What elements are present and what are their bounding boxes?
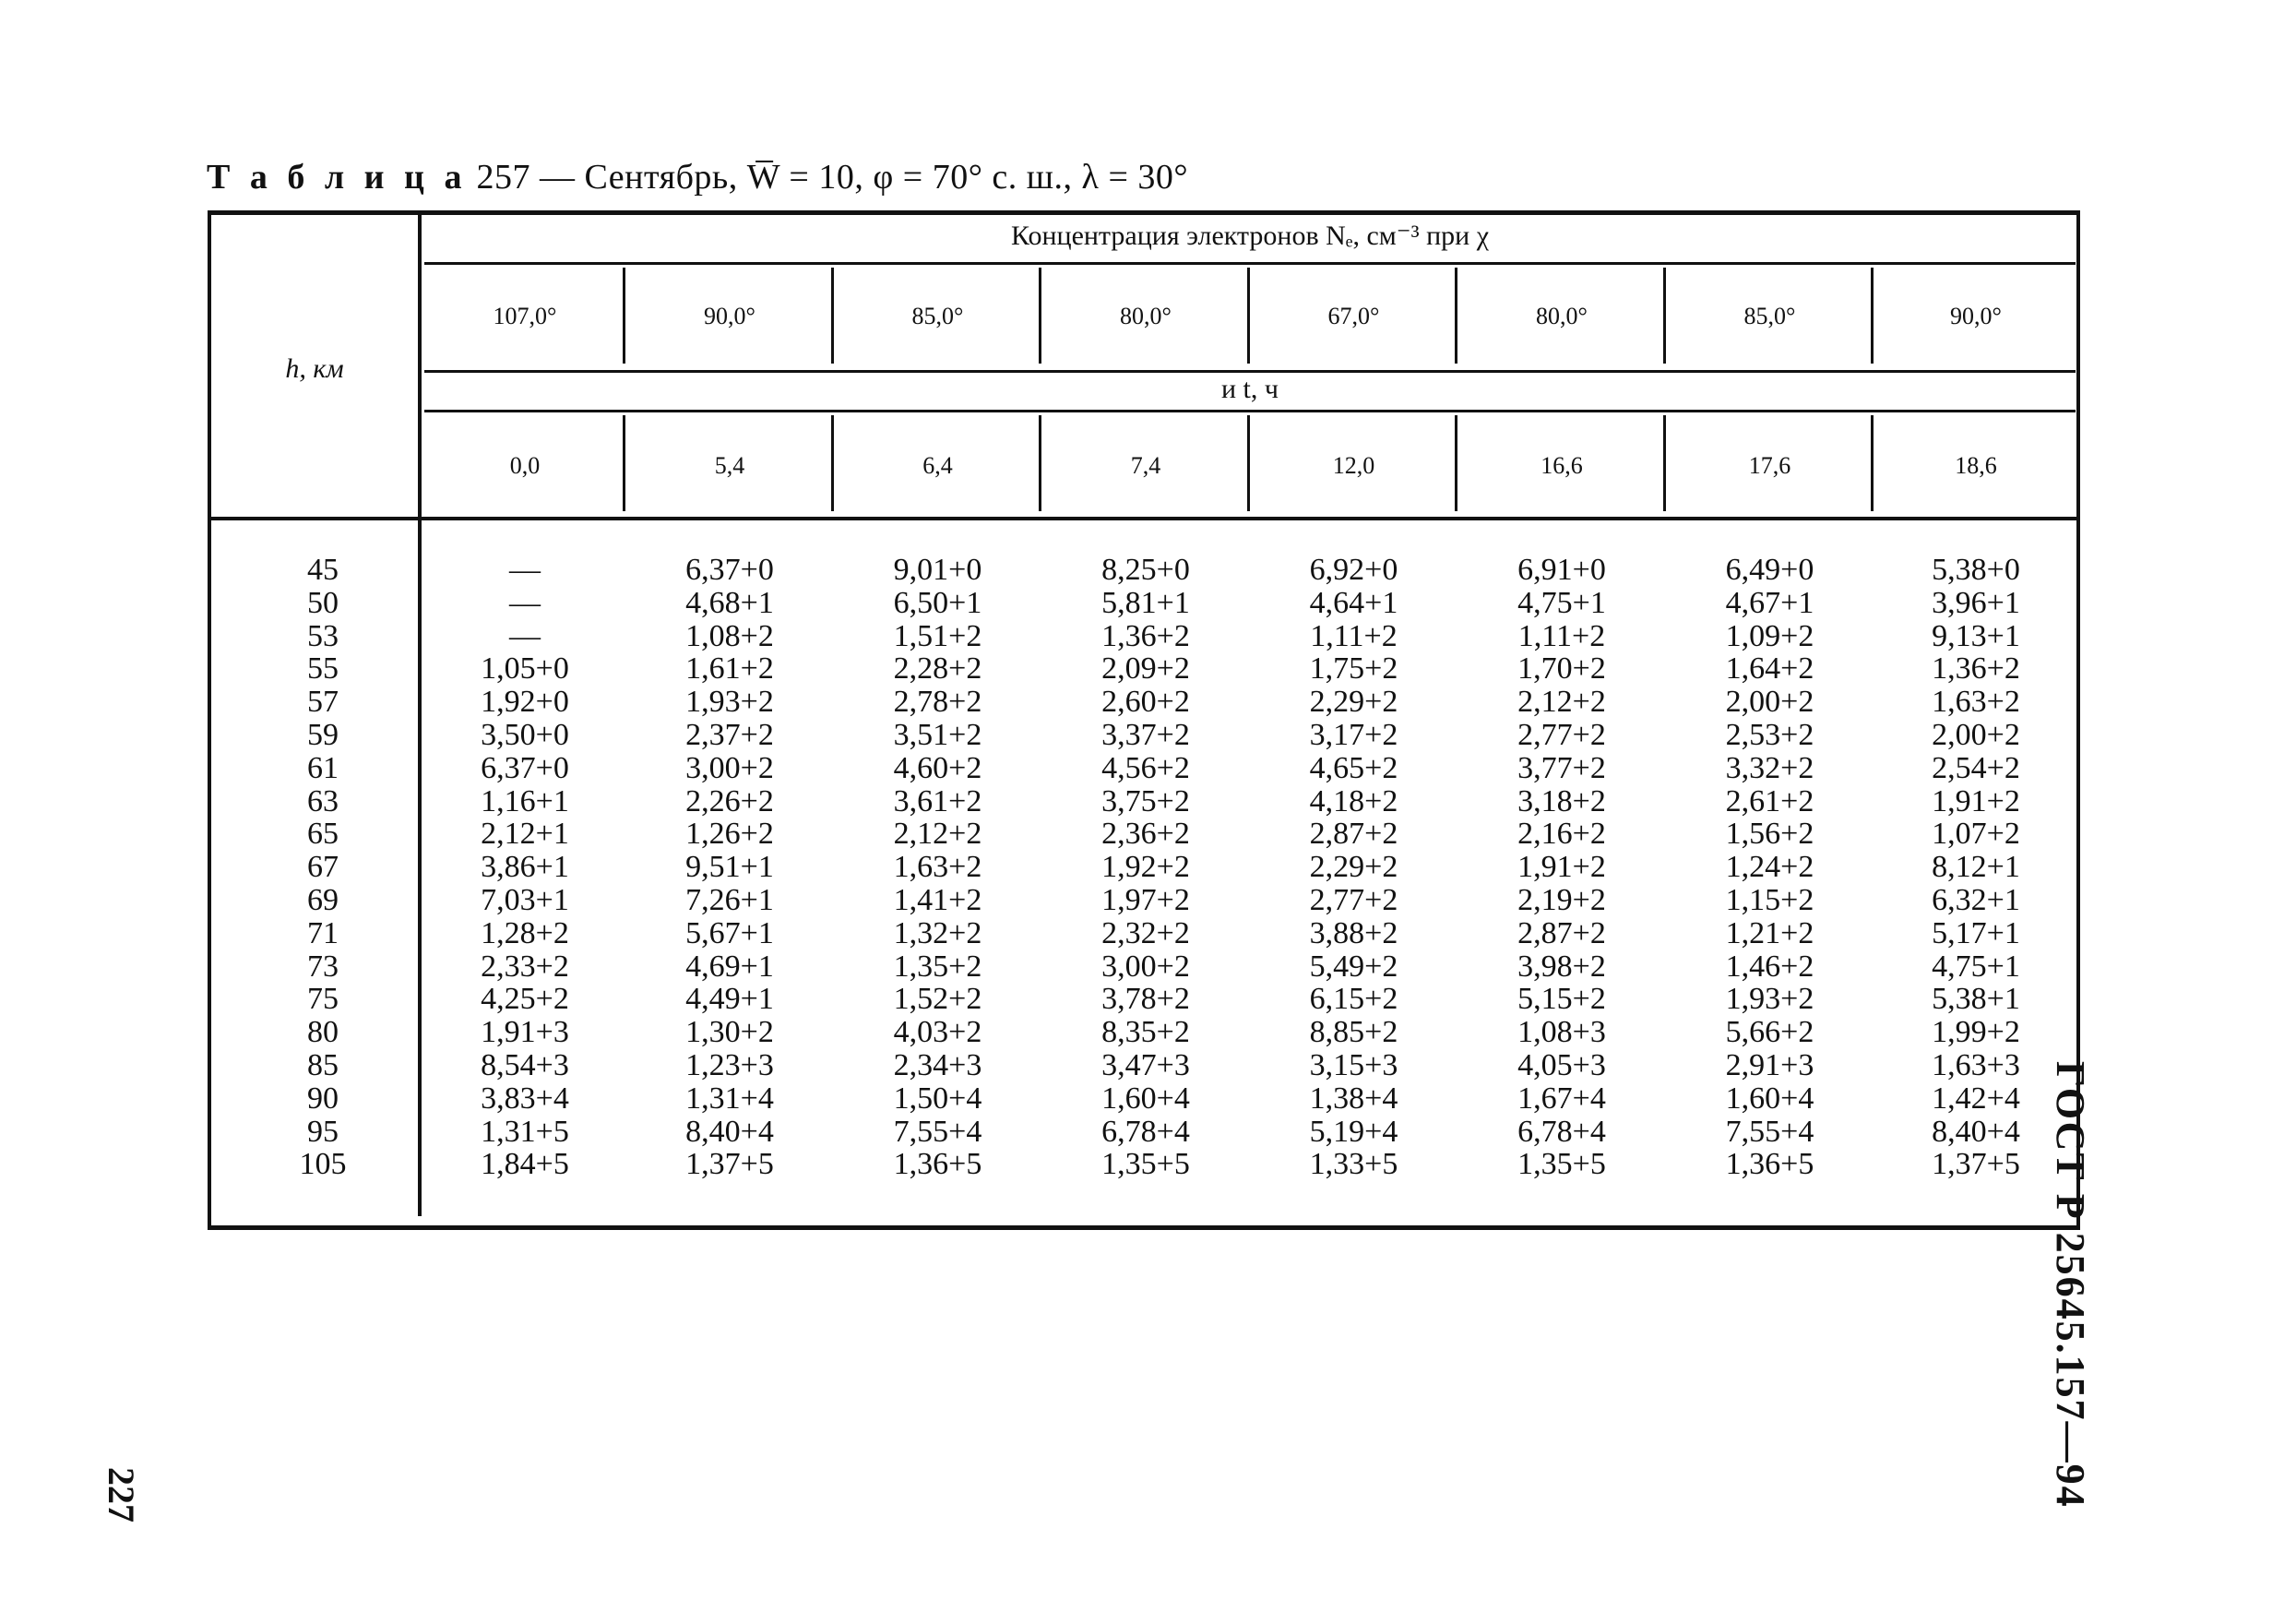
density-cell: 2,61+2 xyxy=(1725,783,1814,818)
density-cell: 2,78+2 xyxy=(893,685,982,720)
t-value: 17,6 xyxy=(1748,452,1791,479)
density-cell: 8,25+0 xyxy=(1101,553,1190,587)
density-cell: 2,12+1 xyxy=(481,817,569,852)
density-cell: 1,28+2 xyxy=(481,915,569,950)
height-cell: 61 xyxy=(307,750,339,785)
caption-lead: Т а б л и ц а xyxy=(207,158,468,197)
h-column-divider xyxy=(418,210,422,1216)
density-cell: 1,16+1 xyxy=(481,783,569,818)
height-cell: 90 xyxy=(307,1081,339,1116)
density-cell: 2,12+2 xyxy=(893,817,982,852)
density-cell: 6,50+1 xyxy=(893,585,982,620)
chi-rule xyxy=(424,262,2076,265)
density-cell: 6,78+4 xyxy=(1101,1114,1190,1149)
density-cell: 3,88+2 xyxy=(1309,915,1398,950)
density-column xyxy=(1457,554,1666,1181)
density-cell: 6,37+0 xyxy=(481,750,569,785)
density-cell: 8,54+3 xyxy=(481,1047,569,1082)
t-value: 18,6 xyxy=(1955,452,1997,479)
height-cell: 67 xyxy=(307,850,339,885)
density-cell: 1,36+2 xyxy=(1932,651,2020,687)
density-cell: 1,56+2 xyxy=(1725,817,1814,852)
density-cell: — xyxy=(509,585,541,620)
chi-value: 80,0° xyxy=(1120,303,1172,329)
density-cell: 2,77+2 xyxy=(1309,882,1398,917)
height-cell: 85 xyxy=(307,1047,339,1082)
density-cell: 9,01+0 xyxy=(893,553,982,587)
density-cell: 3,78+2 xyxy=(1101,982,1190,1017)
and-t-lower-rule xyxy=(424,410,2076,412)
density-cell: 5,49+2 xyxy=(1309,949,1398,984)
density-cell: 5,17+1 xyxy=(1932,915,2020,950)
density-cell: 2,28+2 xyxy=(893,651,982,687)
density-column xyxy=(1666,554,1874,1181)
density-cell: 3,18+2 xyxy=(1517,783,1606,818)
density-cell: 1,21+2 xyxy=(1725,915,1814,950)
density-cell: 1,35+5 xyxy=(1517,1147,1606,1182)
table-bottom-rule xyxy=(208,1225,2080,1230)
density-cell: 1,61+2 xyxy=(685,651,774,687)
and-t-header: и t, ч xyxy=(1221,374,1279,404)
density-cell: 3,32+2 xyxy=(1725,750,1814,785)
density-cell: 2,00+2 xyxy=(1725,685,1814,720)
density-cell: 1,11+2 xyxy=(1517,618,1606,653)
height-cell: 53 xyxy=(307,618,339,653)
density-cell: 3,86+1 xyxy=(481,850,569,885)
density-cell: 1,31+4 xyxy=(685,1081,774,1116)
density-cell: 8,35+2 xyxy=(1101,1015,1190,1050)
density-cell: 9,51+1 xyxy=(685,850,774,885)
density-cell: 5,81+1 xyxy=(1101,585,1190,620)
chi-value: 85,0° xyxy=(1743,303,1796,329)
t-value: 7,4 xyxy=(1130,452,1161,479)
density-cell: 3,61+2 xyxy=(893,783,982,818)
density-cell: 2,87+2 xyxy=(1309,817,1398,852)
density-cell: 1,38+4 xyxy=(1309,1081,1398,1116)
density-cell: 1,24+2 xyxy=(1725,850,1814,885)
density-cell: 7,55+4 xyxy=(1725,1114,1814,1149)
height-cell: 95 xyxy=(307,1114,339,1149)
density-cell: 6,78+4 xyxy=(1517,1114,1606,1149)
density-column xyxy=(424,554,625,1181)
chi-value: 107,0° xyxy=(493,303,557,329)
density-cell: 4,67+1 xyxy=(1725,585,1814,620)
chi-value: 90,0° xyxy=(1950,303,2002,329)
density-cell: 1,15+2 xyxy=(1725,882,1814,917)
density-cell: 1,30+2 xyxy=(685,1015,774,1050)
density-column xyxy=(1041,554,1250,1181)
density-cell: 2,53+2 xyxy=(1725,717,1814,752)
density-cell: 2,54+2 xyxy=(1932,750,2020,785)
density-cell: 4,03+2 xyxy=(893,1015,982,1050)
height-column xyxy=(244,554,401,1181)
density-cell: 2,26+2 xyxy=(685,783,774,818)
density-cell: 6,91+0 xyxy=(1517,553,1606,587)
t-value: 16,6 xyxy=(1541,452,1583,479)
density-cell: 1,84+5 xyxy=(481,1147,569,1182)
height-cell: 69 xyxy=(307,882,339,917)
density-cell: 2,77+2 xyxy=(1517,717,1606,752)
density-cell: 4,56+2 xyxy=(1101,750,1190,785)
caption-text: 257 — Сентябрь, W̅ = 10, φ = 70° с. ш., λ = 30° xyxy=(467,158,1189,197)
density-cell: 6,49+0 xyxy=(1725,553,1814,587)
density-cell: 1,37+5 xyxy=(1932,1147,2020,1182)
density-cell: 1,41+2 xyxy=(893,882,982,917)
header-bottom-rule xyxy=(211,517,2080,520)
t-value: 6,4 xyxy=(922,452,953,479)
t-value: 0,0 xyxy=(509,452,541,479)
density-cell: 1,35+2 xyxy=(893,949,982,984)
density-column xyxy=(625,554,834,1181)
density-cell: 1,51+2 xyxy=(893,618,982,653)
density-cell: 1,63+2 xyxy=(893,850,982,885)
density-cell: 2,19+2 xyxy=(1517,882,1606,917)
density-cell: 7,26+1 xyxy=(685,882,774,917)
density-cell: 2,60+2 xyxy=(1101,685,1190,720)
density-cell: 1,11+2 xyxy=(1310,618,1398,653)
page-number: 227 xyxy=(101,1467,142,1522)
density-cell: 2,29+2 xyxy=(1309,850,1398,885)
density-cell: — xyxy=(509,618,541,653)
density-cell: 1,93+2 xyxy=(685,685,774,720)
density-cell: 1,91+3 xyxy=(481,1015,569,1050)
density-cell: 1,08+2 xyxy=(685,618,774,653)
density-cell: 2,87+2 xyxy=(1517,915,1606,950)
height-cell: 45 xyxy=(307,553,339,587)
density-cell: 1,36+5 xyxy=(1725,1147,1814,1182)
density-cell: 8,85+2 xyxy=(1309,1015,1398,1050)
density-cell: 1,50+4 xyxy=(893,1081,982,1116)
density-cell: 1,63+3 xyxy=(1932,1047,2020,1082)
density-cell: 3,51+2 xyxy=(893,717,982,752)
density-cell: 2,00+2 xyxy=(1932,717,2020,752)
density-cell: 2,33+2 xyxy=(481,949,569,984)
chi-value: 80,0° xyxy=(1536,303,1588,329)
density-cell: 1,36+5 xyxy=(893,1147,982,1182)
chi-value: 67,0° xyxy=(1327,303,1380,329)
density-cell: 5,38+0 xyxy=(1932,553,2020,587)
density-cell: 1,92+0 xyxy=(481,685,569,720)
density-column xyxy=(834,554,1041,1181)
density-cell: 5,66+2 xyxy=(1725,1015,1814,1050)
density-cell: 4,05+3 xyxy=(1517,1047,1606,1082)
density-cell: 2,91+3 xyxy=(1725,1047,1814,1082)
density-cell: 4,65+2 xyxy=(1309,750,1398,785)
density-cell: 5,15+2 xyxy=(1517,982,1606,1017)
t-value: 12,0 xyxy=(1332,452,1375,479)
density-cell: 1,67+4 xyxy=(1517,1081,1606,1116)
density-cell: 1,75+2 xyxy=(1309,651,1398,687)
density-cell: 2,34+3 xyxy=(893,1047,982,1082)
density-cell: 1,42+4 xyxy=(1932,1081,2020,1116)
height-cell: 75 xyxy=(307,982,339,1017)
density-cell: 4,18+2 xyxy=(1309,783,1398,818)
height-cell: 65 xyxy=(307,817,339,852)
height-cell: 50 xyxy=(307,585,339,620)
density-cell: 1,64+2 xyxy=(1725,651,1814,687)
density-cell: 8,40+4 xyxy=(1932,1114,2020,1149)
density-cell: 7,03+1 xyxy=(481,882,569,917)
height-cell: 63 xyxy=(307,783,339,818)
density-cell: 3,75+2 xyxy=(1101,783,1190,818)
density-cell: 8,40+4 xyxy=(685,1114,774,1149)
density-cell: 3,00+2 xyxy=(685,750,774,785)
density-cell: 6,32+1 xyxy=(1932,882,2020,917)
density-cell: 3,00+2 xyxy=(1101,949,1190,984)
height-cell: 105 xyxy=(299,1147,347,1182)
density-cell: 6,15+2 xyxy=(1309,982,1398,1017)
data-table xyxy=(208,210,2080,1230)
density-cell: 4,25+2 xyxy=(481,982,569,1017)
density-cell: 1,37+5 xyxy=(685,1147,774,1182)
density-cell: — xyxy=(509,553,541,587)
density-cell: 5,19+4 xyxy=(1309,1114,1398,1149)
height-cell: 59 xyxy=(307,717,339,752)
density-cell: 1,93+2 xyxy=(1725,982,1814,1017)
density-cell: 2,09+2 xyxy=(1101,651,1190,687)
height-cell: 55 xyxy=(307,651,339,687)
density-cell: 7,55+4 xyxy=(893,1114,982,1149)
density-cell: 4,75+1 xyxy=(1517,585,1606,620)
density-cell: 2,37+2 xyxy=(685,717,774,752)
density-cell: 3,17+2 xyxy=(1309,717,1398,752)
density-cell: 1,91+2 xyxy=(1517,850,1606,885)
density-cell: 3,47+3 xyxy=(1101,1047,1190,1082)
density-cell: 2,12+2 xyxy=(1517,685,1606,720)
density-cell: 3,83+4 xyxy=(481,1081,569,1116)
density-cell: 3,50+0 xyxy=(481,717,569,752)
density-cell: 1,32+2 xyxy=(893,915,982,950)
density-cell: 1,70+2 xyxy=(1517,651,1606,687)
density-cell: 8,12+1 xyxy=(1932,850,2020,885)
density-cell: 1,07+2 xyxy=(1932,817,2020,852)
density-cell: 5,38+1 xyxy=(1932,982,2020,1017)
density-cell: 9,13+1 xyxy=(1932,618,2020,653)
density-cell: 2,29+2 xyxy=(1309,685,1398,720)
density-cell: 1,52+2 xyxy=(893,982,982,1017)
density-cell: 2,16+2 xyxy=(1517,817,1606,852)
height-cell: 71 xyxy=(307,915,339,950)
density-cell: 1,31+5 xyxy=(481,1114,569,1149)
chi-value: 85,0° xyxy=(911,303,964,329)
density-cell: 4,49+1 xyxy=(685,982,774,1017)
density-cell: 1,92+2 xyxy=(1101,850,1190,885)
density-cell: 1,63+2 xyxy=(1932,685,2020,720)
h-column-header: h, км xyxy=(285,353,344,384)
standard-designation: ГОСТ Р 25645.157—94 xyxy=(2048,1061,2093,1509)
density-cell: 1,97+2 xyxy=(1101,882,1190,917)
density-cell: 3,77+2 xyxy=(1517,750,1606,785)
density-cell: 3,37+2 xyxy=(1101,717,1190,752)
density-cell: 3,98+2 xyxy=(1517,949,1606,984)
density-cell: 2,32+2 xyxy=(1101,915,1190,950)
density-cell: 1,36+2 xyxy=(1101,618,1190,653)
density-cell: 4,75+1 xyxy=(1932,949,2020,984)
height-cell: 57 xyxy=(307,685,339,720)
density-cell: 1,60+4 xyxy=(1725,1081,1814,1116)
density-cell: 4,64+1 xyxy=(1309,585,1398,620)
density-cell: 6,92+0 xyxy=(1309,553,1398,587)
density-cell: 1,23+3 xyxy=(685,1047,774,1082)
density-cell: 1,33+5 xyxy=(1309,1147,1398,1182)
density-cell: 4,60+2 xyxy=(893,750,982,785)
density-cell: 1,91+2 xyxy=(1932,783,2020,818)
density-cell: 5,67+1 xyxy=(685,915,774,950)
density-cell: 1,46+2 xyxy=(1725,949,1814,984)
density-cell: 1,99+2 xyxy=(1932,1015,2020,1050)
density-cell: 2,36+2 xyxy=(1101,817,1190,852)
table-caption xyxy=(207,157,1188,197)
t-value: 5,4 xyxy=(714,452,745,479)
density-cell: 3,15+3 xyxy=(1309,1047,1398,1082)
density-cell: 1,05+0 xyxy=(481,651,569,687)
density-cell: 1,35+5 xyxy=(1101,1147,1190,1182)
density-cell: 1,26+2 xyxy=(685,817,774,852)
density-cell: 4,68+1 xyxy=(685,585,774,620)
density-cell: 6,37+0 xyxy=(685,553,774,587)
density-cell: 4,69+1 xyxy=(685,949,774,984)
concentration-header: Концентрация электронов Nₑ, см⁻³ при χ xyxy=(1010,221,1490,251)
height-cell: 73 xyxy=(307,949,339,984)
and-t-upper-rule xyxy=(424,370,2076,373)
density-cell: 1,08+3 xyxy=(1517,1015,1606,1050)
density-cell: 3,96+1 xyxy=(1932,585,2020,620)
density-cell: 1,09+2 xyxy=(1725,618,1814,653)
table-top-rule xyxy=(208,210,2080,215)
chi-value: 90,0° xyxy=(704,303,755,329)
density-column xyxy=(1250,554,1457,1181)
density-cell: 1,60+4 xyxy=(1101,1081,1190,1116)
height-cell: 80 xyxy=(307,1015,339,1050)
